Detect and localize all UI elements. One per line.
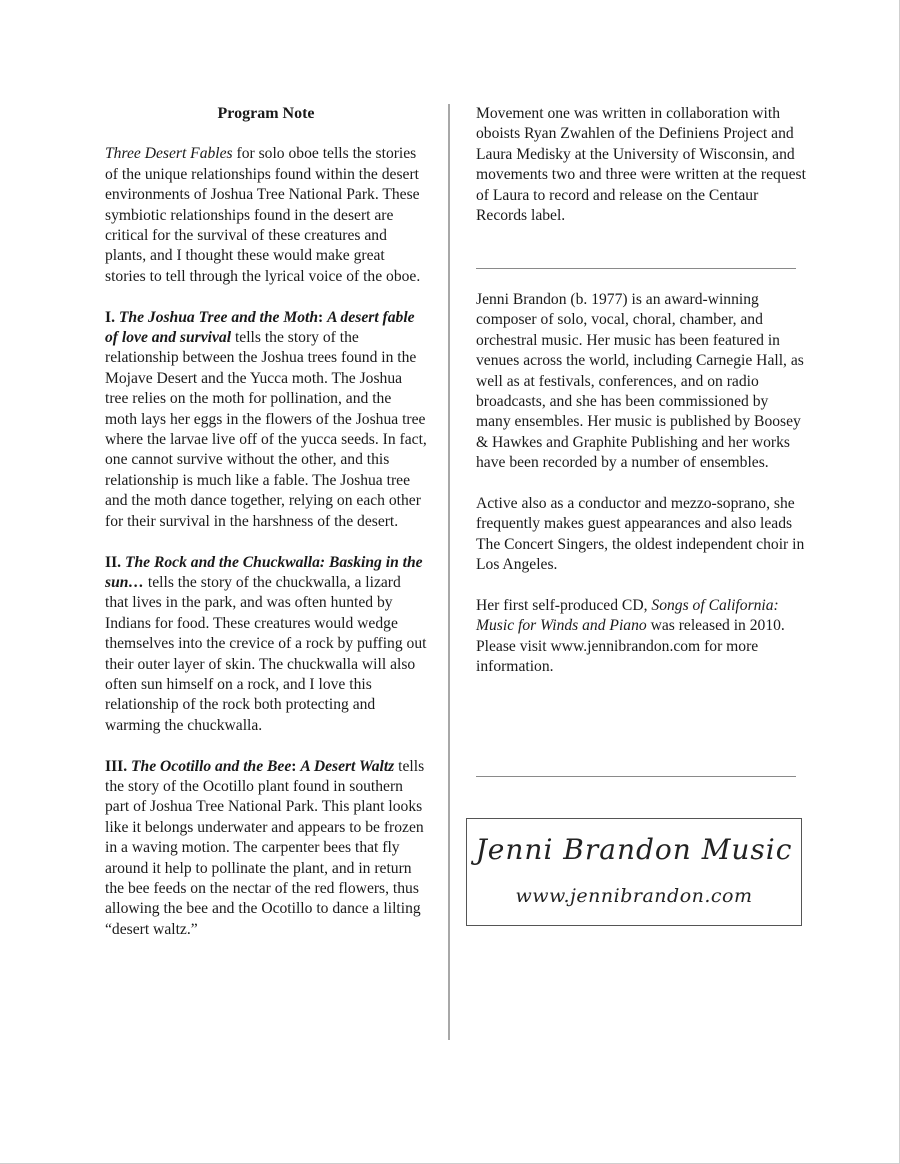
page-title: Program Note xyxy=(217,105,315,122)
movement-1-numeral: I. xyxy=(105,308,119,326)
bio-section xyxy=(476,290,806,678)
cd-title: Songs of California: Music for Winds and Piano xyxy=(476,597,779,635)
movement-2-text: tells the story of the chuckwalla, a lizard that lives in the park, and was often hunted by Indians for food. These creatures would wedge themselves into the crevice of a rock by puffing out their outer layer of skin. The chuckwalla will also often sun himself on a rock, and I love this relationship of the rock both protecting and warming the chuckwalla. xyxy=(105,573,427,734)
column-divider xyxy=(448,104,450,1040)
movement-3-numeral: III. xyxy=(105,757,132,775)
movement-2-title: The Rock and the Chuckwalla: Basking in the sun… xyxy=(105,553,423,591)
bio-paragraph-3 xyxy=(476,596,806,678)
collaboration-paragraph: Movement one was written in collaboration with oboists Ryan Zwahlen of the Definiens Project and Laura Medisky at the University of Wisconsin, and movements two and three were written at the request of Laura to record and release on the Centaur Records label. xyxy=(476,105,806,225)
movement-3-subtitle: A Desert Waltz xyxy=(300,757,395,775)
movement-3-text: tells the story of the Ocotillo plant found in southern part of Joshua Tree National Park. This plant looks like it belongs underwater and appears to be frozen in a waving motion. The carpenter bees that fly around it help to pollinate the plant, and in return the bee feeds on the nectar of the red flowers, thus allowing the bee and the Ocotillo to dance a lilting “desert waltz.” xyxy=(105,757,425,938)
horizontal-divider-bottom xyxy=(476,776,796,777)
horizontal-divider-top xyxy=(476,268,796,269)
movement-1-title: The Joshua Tree and the Moth xyxy=(118,308,319,326)
movement-2-numeral: II. xyxy=(105,553,125,571)
bio-paragraph-3-tail: was released in 2010. Please visit www.jennibrandon.com for more information. xyxy=(476,617,785,676)
movement-1-subtitle: A desert fable of love and survival xyxy=(105,308,415,347)
bio-column xyxy=(476,104,806,226)
movement-1-colon: : xyxy=(318,308,328,326)
movement-1-paragraph xyxy=(105,308,427,532)
bio-paragraph-3-lead: Her first self-produced CD, xyxy=(476,597,652,615)
logo-name: Jenni Brandon Music xyxy=(475,833,793,866)
logo-box xyxy=(466,818,802,926)
work-title: Three Desert Fables xyxy=(105,145,233,163)
movement-3-colon: : xyxy=(291,757,301,775)
movement-3-title: The Ocotillo and the Bee xyxy=(131,757,292,775)
movement-2-paragraph xyxy=(105,553,427,737)
intro-text: for solo oboe tells the stories of the unique relationships found within the desert environments of Joshua Tree National Park. These symbiotic relationships found in the desert are critical for the survival of these creatures and plants, and I thought these would make great stories to tell through the lyrical voice of the oboe. xyxy=(105,145,421,285)
intro-paragraph xyxy=(105,144,427,287)
movement-1-text: tells the story of the relationship between the Joshua trees found in the Mojave Desert and the Yucca moth. The Joshua tree relies on the moth for pollination, and the moth lays her eggs in the flowers of the Joshua tree where the larvae live off of the yucca seeds. In fact, one cannot survive without the other, and this relationship is much like a fable. The Joshua tree and the moth dance together, relying on each other for their survival in the harshness of the desert. xyxy=(105,329,427,530)
bio-paragraph-1: Jenni Brandon (b. 1977) is an award-winning composer of solo, vocal, choral, chamber, and orchestral music. Her music has been featured in venues across the world, including Carnegie Hall, as well as at festivals, conferences, and on radio broadcasts, and she has been commissioned by many ensembles. Her music is published by Boosey & Hawkes and Graphite Publishing and her works have been recorded by a number of ensembles. xyxy=(476,291,804,472)
program-note-column xyxy=(105,104,427,940)
bio-paragraph-2: Active also as a conductor and mezzo-soprano, she frequently makes guest appearances and also leads The Concert Singers, the oldest independent choir in Los Angeles. xyxy=(476,495,805,574)
movement-3-paragraph xyxy=(105,757,427,941)
logo-url: www.jennibrandon.com xyxy=(515,885,753,907)
